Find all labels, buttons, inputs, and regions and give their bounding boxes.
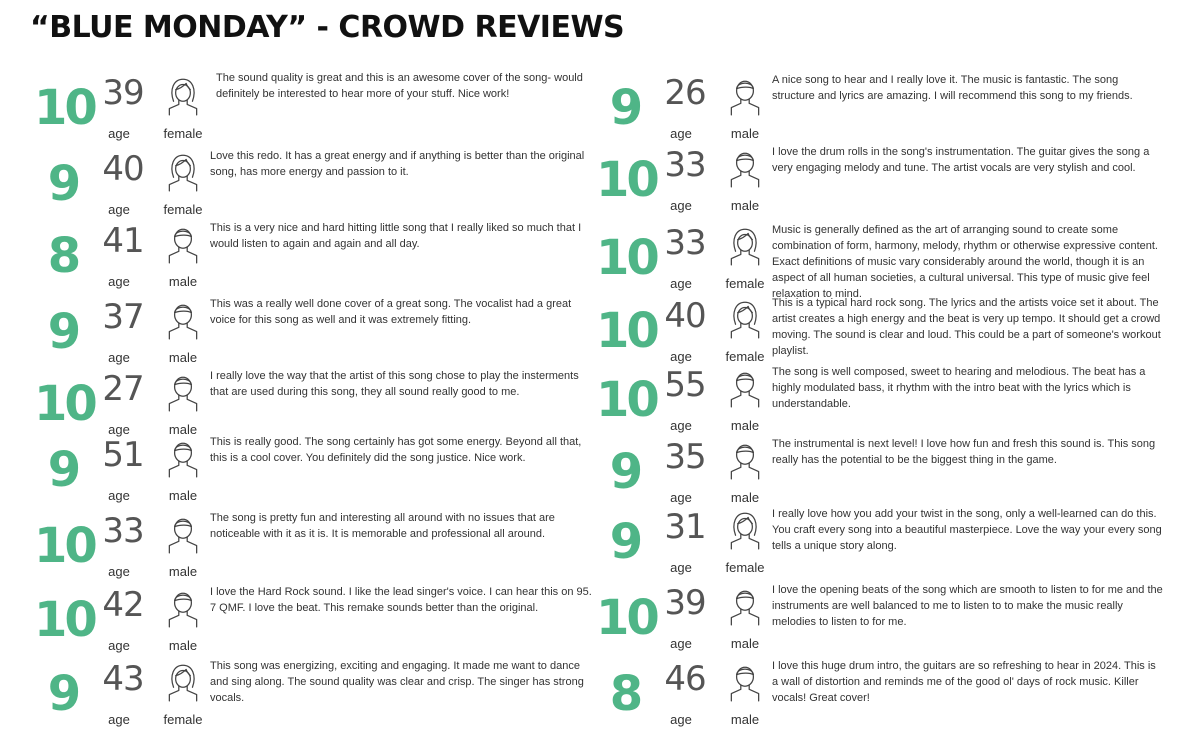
reviewer-age: 39 (102, 73, 144, 113)
age-label: age (108, 488, 130, 503)
reviewer-gender: male (730, 490, 760, 505)
review-text: I love this huge drum intro, the guitars are so refreshing to hear in 2024. This is a wall of distortion and reminds me of the good ol' days of rock music. Killer vocals! Great cover! (772, 660, 1156, 704)
review-card (34, 432, 594, 504)
age-label: age (108, 274, 130, 289)
age-label: age (670, 560, 692, 575)
reviewer-age: 51 (102, 435, 144, 475)
review-score: 10 (34, 376, 95, 432)
reviewer-gender: female (725, 560, 765, 575)
age-label: age (670, 636, 692, 651)
age-label: age (670, 349, 692, 364)
reviewer-age: 42 (102, 585, 144, 625)
review-text: The sound quality is great and this is an awesome cover of the song- would definitely be interested to hear more of your stuff. Nice work! (216, 72, 583, 100)
review-score: 9 (609, 444, 641, 500)
female-avatar-icon (724, 298, 766, 340)
age-label: age (108, 638, 130, 653)
review-card (596, 70, 1171, 142)
review-text: This was a really well done cover of a great song. The vocalist had a great voice for this song as well and it was extremely fitting. (210, 298, 572, 326)
review-card (596, 142, 1171, 214)
reviewer-gender: male (730, 712, 760, 727)
review-score: 10 (34, 592, 95, 648)
female-avatar-icon (724, 225, 766, 267)
reviewer-gender: female (725, 349, 765, 364)
reviewer-age: 55 (664, 365, 706, 405)
review-card (596, 434, 1171, 506)
review-text: The song is well composed, sweet to hearing and melodious. The beat has a highly modulated bass, it rhythm with the intro beat with the lyrics which is understandable. (772, 366, 1146, 410)
review-card (596, 656, 1171, 728)
reviewer-gender: female (163, 202, 203, 217)
reviewer-age: 40 (102, 149, 144, 189)
reviewer-gender: female (163, 126, 203, 141)
reviewer-age: 31 (664, 507, 706, 547)
reviewer-age: 35 (664, 437, 706, 477)
review-text: I really love how you add your twist in the song, only a well-learned can do this. You craft every song into a beautiful masterpiece. Love the way your every song tells a unique story along. (772, 508, 1162, 552)
reviewer-gender: female (163, 712, 203, 727)
reviewer-gender: male (168, 638, 198, 653)
age-label: age (108, 350, 130, 365)
review-score: 8 (47, 228, 79, 284)
review-text: I really love the way that the artist of this song chose to play the insterments that are used during this song, they all sound really good to me. (210, 370, 579, 398)
male-avatar-icon (162, 513, 204, 555)
reviewer-age: 41 (102, 221, 144, 261)
reviewer-age: 39 (664, 583, 706, 623)
review-text: Love this redo. It has a great energy and if anything is better than the original song, has more energy and passion to it. (210, 150, 585, 178)
reviewer-gender: male (730, 418, 760, 433)
reviewer-gender: male (730, 126, 760, 141)
review-text: Music is generally defined as the art of arranging sound to create some combination of form, harmony, melody, rhythm or otherwise expressive content. Exact definitions of music vary considerably around the world, though it is an aspect of all human societies, a cultural universal. This type of music give feel relaxation to mind. (772, 224, 1158, 300)
reviewer-gender: male (168, 350, 198, 365)
reviewer-age: 43 (102, 659, 144, 699)
male-avatar-icon (724, 367, 766, 409)
review-text: I love the Hard Rock sound. I like the lead singer's voice. I can hear this on 95. 7 QMF. I love the beat. This remake sounds better than the original. (210, 586, 592, 614)
male-avatar-icon (724, 75, 766, 117)
reviewer-gender: female (725, 276, 765, 291)
male-avatar-icon (162, 299, 204, 341)
review-score: 10 (596, 230, 657, 286)
review-score: 9 (47, 304, 79, 360)
review-card (34, 70, 594, 142)
review-card (34, 582, 594, 654)
review-card (34, 218, 594, 290)
review-score: 9 (609, 514, 641, 570)
female-avatar-icon (162, 75, 204, 117)
review-text: I love the drum rolls in the song's instrumentation. The guitar gives the song a very engaging melody and tune. The artist vocals are very stylish and cool. (772, 146, 1150, 174)
review-card (596, 504, 1171, 576)
reviewer-gender: male (168, 422, 198, 437)
age-label: age (108, 126, 130, 141)
review-card (596, 220, 1171, 300)
review-score: 9 (47, 156, 79, 212)
reviewer-age: 33 (664, 223, 706, 263)
review-score: 9 (47, 442, 79, 498)
male-avatar-icon (162, 371, 204, 413)
age-label: age (108, 202, 130, 217)
review-card (34, 366, 594, 438)
age-label: age (670, 126, 692, 141)
review-score: 10 (596, 372, 657, 428)
reviewer-age: 27 (102, 369, 144, 409)
reviewer-age: 33 (102, 511, 144, 551)
age-label: age (108, 712, 130, 727)
review-text: This song was energizing, exciting and engaging. It made me want to dance and sing along. The sound quality was clear and crisp. The singer has strong vocals. (210, 660, 584, 704)
review-text: The instrumental is next level! I love how fun and fresh this sound is. This song really has the potential to be the biggest thing in the game. (772, 438, 1156, 466)
male-avatar-icon (724, 147, 766, 189)
reviewer-gender: male (730, 636, 760, 651)
age-label: age (108, 422, 130, 437)
review-card (34, 294, 594, 366)
review-card (596, 293, 1171, 365)
male-avatar-icon (162, 587, 204, 629)
reviewer-age: 33 (664, 145, 706, 185)
review-text: A nice song to hear and I really love it. The music is fantastic. The song structure and lyrics are amazing. I will recommend this song to my friends. (772, 74, 1133, 102)
review-card (596, 362, 1171, 434)
review-card (34, 656, 594, 728)
review-score: 8 (609, 666, 641, 722)
review-score: 10 (34, 518, 95, 574)
male-avatar-icon (724, 585, 766, 627)
review-card (596, 580, 1171, 652)
review-score: 10 (34, 80, 95, 136)
review-text: This is a typical hard rock song. The lyrics and the artists voice set it about. The artist creates a high energy and the beat is very up tempo. It should get a crowd moving. The sound is clear and loud. This could be a part of someone's workout playlist. (772, 297, 1161, 357)
age-label: age (670, 490, 692, 505)
review-score: 10 (596, 152, 657, 208)
age-label: age (670, 418, 692, 433)
review-text: The song is pretty fun and interesting all around with no issues that are noticeable with it as it is. It is memorable and professional all around. (210, 512, 555, 540)
female-avatar-icon (724, 509, 766, 551)
female-avatar-icon (162, 151, 204, 193)
review-score: 9 (609, 80, 641, 136)
review-text: This is really good. The song certainly has got some energy. Beyond all that, this is a cool cover. You definitely did the song justice. Nice work. (210, 436, 582, 464)
review-text: I love the opening beats of the song which are smooth to listen to for me and the instruments are well balanced to me to listen to to make the music really melodies to listen to for me. (772, 584, 1163, 628)
reviewer-gender: male (168, 488, 198, 503)
male-avatar-icon (724, 439, 766, 481)
reviewer-gender: male (168, 274, 198, 289)
reviewer-age: 37 (102, 297, 144, 337)
age-label: age (670, 712, 692, 727)
reviewer-age: 46 (664, 659, 706, 699)
review-score: 10 (596, 590, 657, 646)
reviewer-gender: male (168, 564, 198, 579)
male-avatar-icon (724, 661, 766, 703)
review-card (34, 508, 594, 580)
reviewer-age: 26 (664, 73, 706, 113)
male-avatar-icon (162, 223, 204, 265)
reviewer-gender: male (730, 198, 760, 213)
age-label: age (670, 198, 692, 213)
age-label: age (108, 564, 130, 579)
female-avatar-icon (162, 661, 204, 703)
review-text: This is a very nice and hard hitting little song that I really liked so much that I would listen to again and again and all day. (210, 222, 582, 250)
review-card (34, 146, 594, 218)
review-score: 10 (596, 303, 657, 359)
reviewer-age: 40 (664, 296, 706, 336)
age-label: age (670, 276, 692, 291)
page-title: “BLUE MONDAY” - CROWD REVIEWS (30, 10, 625, 45)
male-avatar-icon (162, 437, 204, 479)
review-score: 9 (47, 666, 79, 722)
